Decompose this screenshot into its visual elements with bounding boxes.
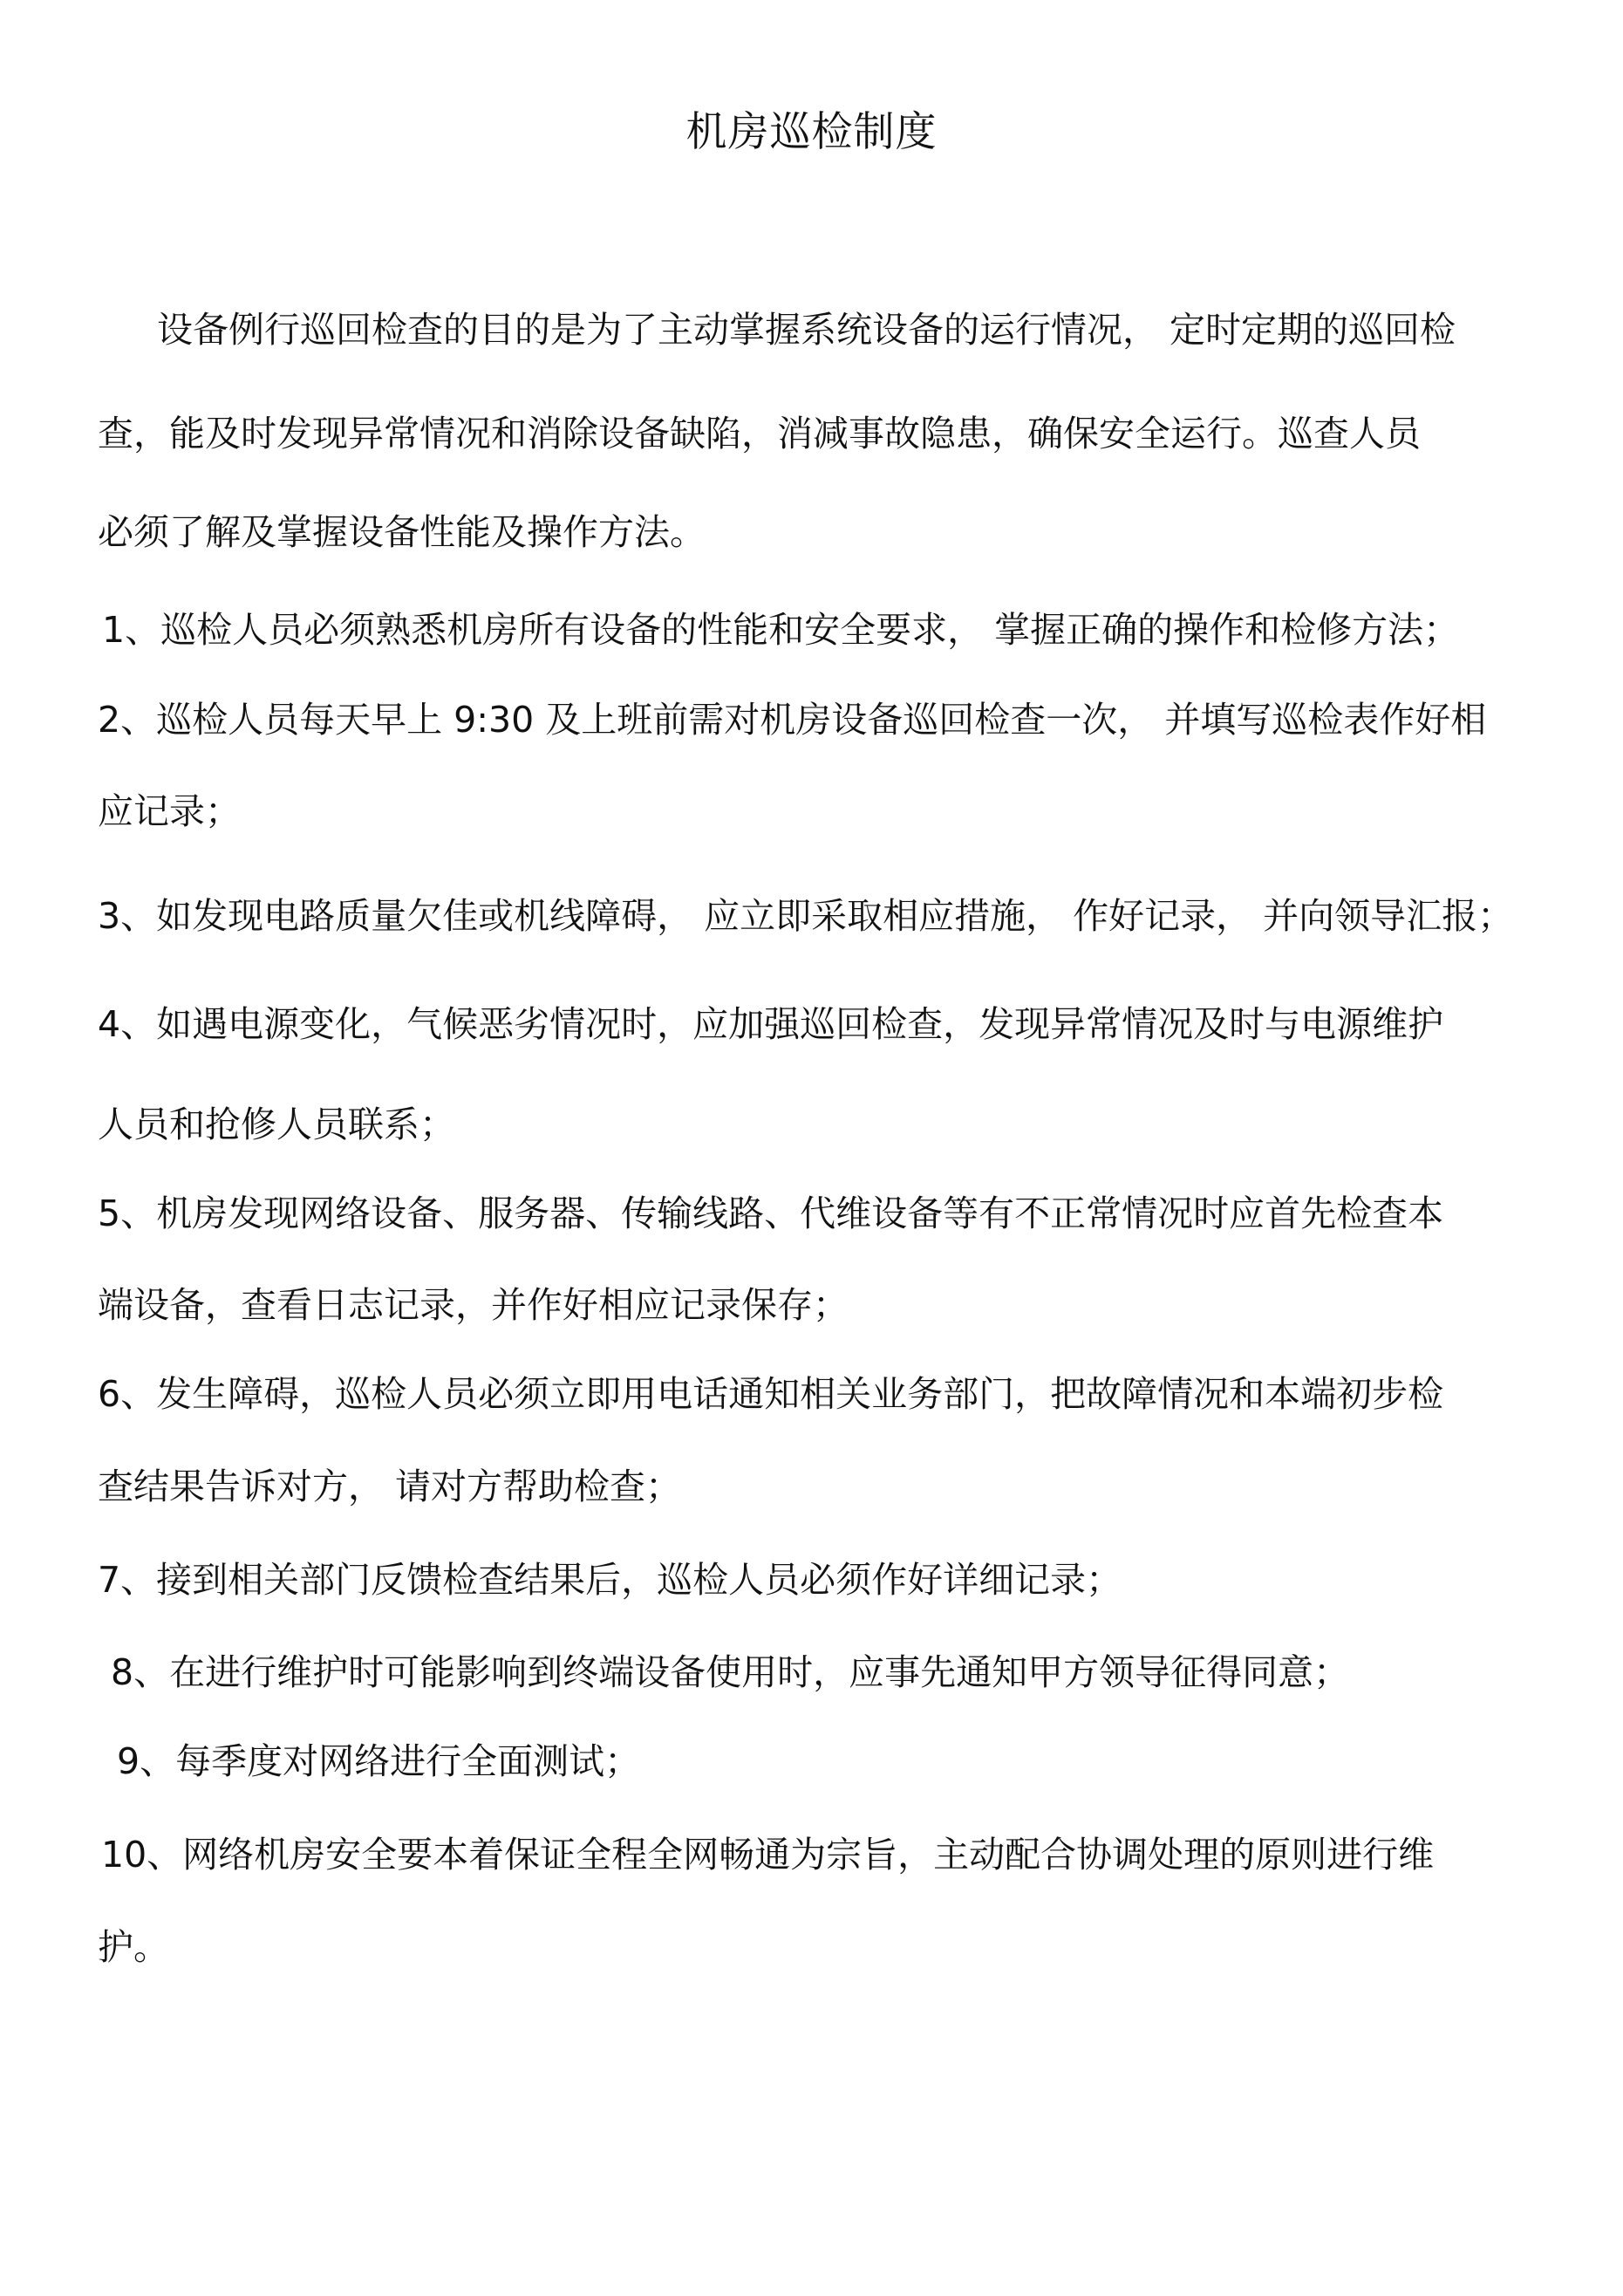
rule-10-line-1: 10、网络机房安全要本着保证全程全网畅通为宗旨，主动配合协调处理的原则进行维: [101, 1834, 1435, 1876]
rule-4-line-2: 人员和抢修人员联系；: [98, 1104, 455, 1145]
rule-6-line-2: 查结果告诉对方， 请对方帮助检查；: [98, 1466, 682, 1507]
rule-1-line-1: 1、巡检人员必须熟悉机房所有设备的性能和安全要求， 掌握正确的操作和检修方法；: [102, 609, 1460, 651]
intro-line-3: 必须了解及掌握设备性能及操作方法。: [98, 511, 706, 553]
rule-10-line-2: 护。: [98, 1926, 169, 1968]
rule-5-line-1: 5、机房发现网络设备、服务器、传输线路、代维设备等有不正常情况时应首先检查本: [98, 1192, 1444, 1234]
intro-line-1: 设备例行巡回检查的目的是为了主动掌握系统设备的运行情况， 定时定期的巡回检: [157, 309, 1456, 351]
rule-5-line-2: 端设备，查看日志记录，并作好相应记录保存；: [98, 1284, 849, 1326]
rule-2-line-1: 2、巡检人员每天早上 9:30 及上班前需对机房设备巡回检查一次， 并填写巡检表作好相: [98, 699, 1487, 741]
page-title: 机房巡检制度: [685, 108, 938, 156]
intro-line-2: 查，能及时发现异常情况和消除设备缺陷，消减事故隐患，确保安全运行。巡查人员: [98, 413, 1421, 454]
rule-2-line-2: 应记录；: [98, 790, 241, 832]
rule-9-line-1: 9、每季度对网络进行全面测试；: [117, 1740, 641, 1782]
rule-7-line-1: 7、接到相关部门反馈检查结果后，巡检人员必须作好详细记录；: [98, 1559, 1122, 1601]
rule-6-line-1: 6、发生障碍，巡检人员必须立即用电话通知相关业务部门，把故障情况和本端初步检: [98, 1373, 1444, 1415]
rule-8-line-1: 8、在进行维护时可能影响到终端设备使用时，应事先通知甲方领导征得同意；: [111, 1651, 1350, 1693]
rule-4-line-1: 4、如遇电源变化，气候恶劣情况时，应加强巡回检查，发现异常情况及时与电源维护: [98, 1003, 1444, 1045]
rule-3-line-1: 3、如发现电路质量欠佳或机线障碍， 应立即采取相应措施， 作好记录， 并向领导汇报；: [98, 895, 1514, 937]
